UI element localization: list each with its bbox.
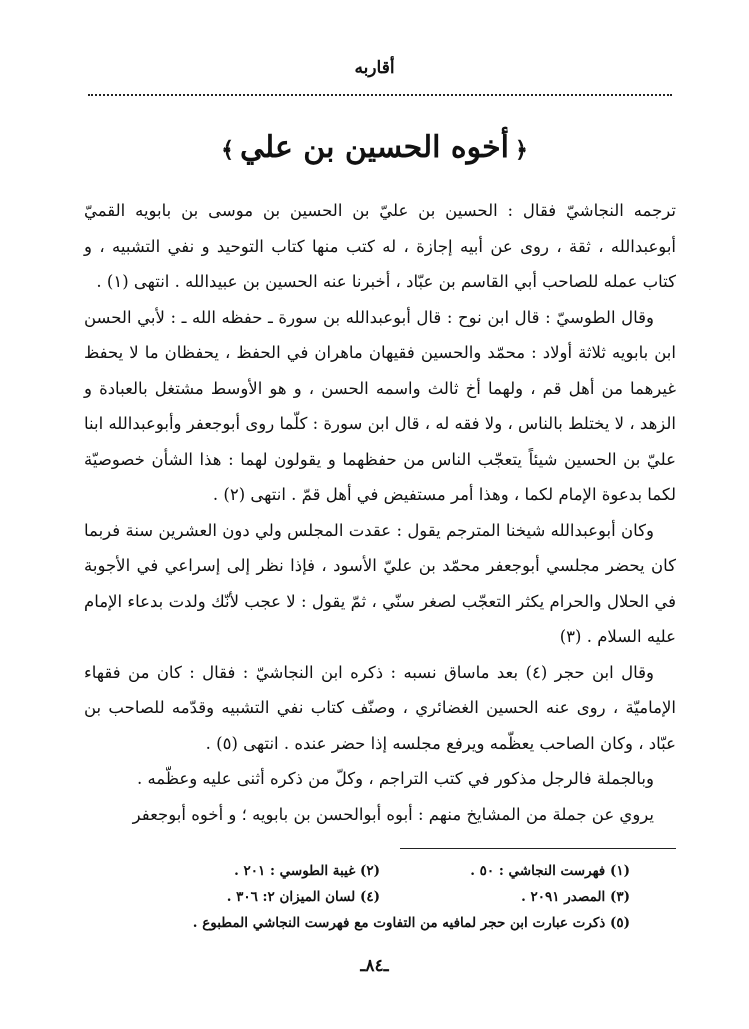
footnote-2: (٢) غيبة الطوسي : ٢٠١ . — [234, 863, 380, 879]
paragraph-summary: وبالجملة فالرجل مذكور في كتب التراجم ، وكلّ من ذكره أثنى عليه وعظّمه . — [136, 769, 654, 788]
section-title-text: أخوه الحسين بن علي — [240, 130, 509, 165]
body-text — [84, 193, 676, 832]
paragraph-sheikh-said: وكان أبوعبدالله شيخنا المترجم يقول : عقدت المجلس ولي دون العشرين سنة فربما كان يحضر مجلسي أبوجعفر محمّد بن عليّ الأسود ، فإذا نظر إلى إسراعي في الأجوبة في الحلال والحرام يكثر التعجّب لصغر سنّي ، ثمّ يقول : لا عجب لأنّك ولدت بدعاء الإمام عليه السلام . (٣) — [84, 520, 676, 646]
paragraph-najashi: ترجمه النجاشيّ فقال : الحسين بن عليّ بن الحسين بن موسى بن بابويه القميّ أبوعبدالله ، ثقة ، روى عن أبيه إجازة ، له كتب منها كتاب التوحيد و نفي التشبيه ، و كتاب عمله للصاحب أبي القاسم بن عبّاد ، أخبرنا عنه الحسين بن عبيدالله . انتهى (١) . — [84, 201, 676, 291]
footnote-row — [130, 910, 630, 936]
title-ornament-left: ﴾ — [221, 137, 235, 163]
footnote-3: (٣) المصدر ٢٠٩١ . — [521, 889, 630, 905]
paragraph-tusi: وقال الطوسيّ : قال ابن نوح : قال أبوعبدالله بن سورة ـ حفظه الله ـ : لأبي الحسن ابن بابويه ثلاثة أولاد : محمّد والحسين فقيهان ماهران في الحفظ ، يحفظان ما لا يحفظ غيرهما من أهل قم ، ولهما أخ ثالث واسمه الحسن ، و هو الأوسط مشتغل بالعبادة و الزهد ، لا يختلط بالناس ، ولا فقه له ، قال ابن سورة : كلّما روى أبوجعفر وأبوعبدالله ابنا عليّ بن الحسين شيئاً يتعجّب الناس من حفظهما و يقولون لهما : هذا الشأن خصوصيّة لكما بدعوة الإمام لكما ، وهذا أمر مستفيض في أهل قمّ . انتهى (٢) . — [84, 307, 676, 504]
page-number: ـ٨٤ـ — [360, 956, 389, 976]
header-dotted-rule — [88, 94, 672, 96]
title-ornament-right: ﴿ — [514, 137, 528, 163]
paragraph-ibn-hajar: وقال ابن حجر (٤) بعد ماساق نسبه : ذكره ابن النجاشيّ : فقال : كان من فقهاء الإماميّة ، روى عنه الحسين الغضائري ، وصنّف كتاب نفي التشبيه وقدّمه للصاحب بن عبّاد ، وكان الصاحب يعظّمه ويرفع مجلسه إذا حضر عنده . انتهى (٥) . — [84, 662, 676, 753]
footnote-1: (١) فهرست النجاشي : ٥٠ . — [470, 863, 630, 879]
paragraph-narrates: يروي عن جملة من المشايخ منهم : أبوه أبوالحسن بن بابويه ؛ و أخوه أبوجعفر — [132, 804, 654, 824]
footnote-row — [130, 858, 630, 884]
footnotes — [130, 858, 630, 936]
footnote-5: (٥) ذكرت عبارت ابن حجر لمافيه من التفاوت مع فهرست النجاشي المطبوع . — [192, 915, 630, 931]
footnote-4: (٤) لسان الميزان ٢: ٣٠٦ . — [226, 889, 380, 905]
footnote-rule — [400, 848, 676, 849]
footnote-row — [130, 884, 630, 910]
running-head: أقاربه — [354, 58, 395, 78]
section-title — [0, 130, 749, 165]
